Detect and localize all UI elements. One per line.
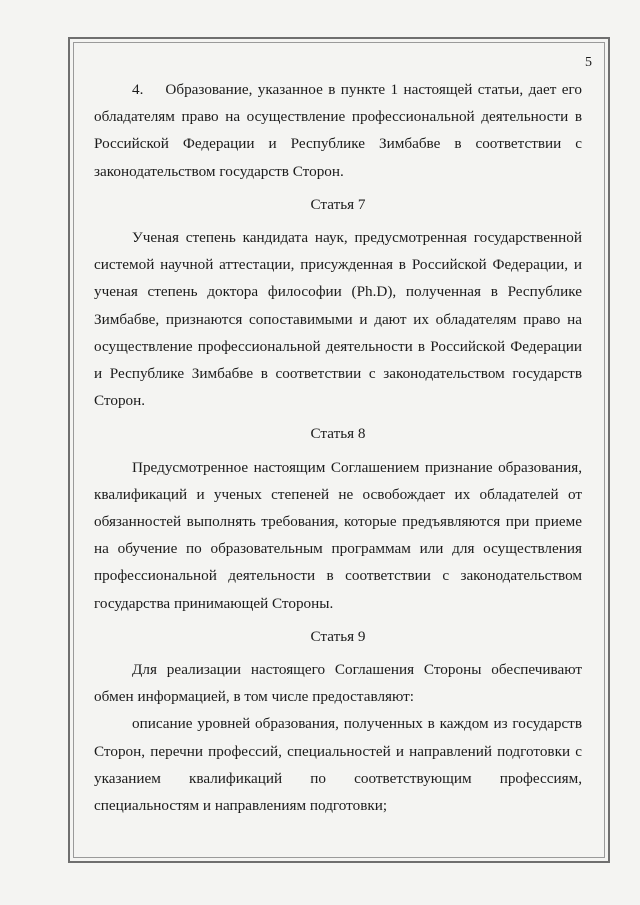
article-paragraph: описание уровней образования, полученных в каждом из государств Сторон, перечни профессий, специальностей и направлений подготовки с указанием квалификаций по соответствующим профессиям, специальностям и направлениям подготовки; [94, 715, 582, 815]
article-paragraph: Ученая степень кандидата наук, предусмотренная государственной системой научной аттестации, присужденная в Российской Федерации, и ученая степень доктора философии (Ph.D), полученная в Республике Зимбабве, признаются сопоставимыми и дают их обладателям право на осуществление профессиональной деятельности в Российской Федерации и Республике Зимбабве в соответствии с законодательством государств Сторон. [94, 229, 582, 410]
page-number: 5 [585, 55, 592, 70]
article-heading: Статья 9 [310, 627, 366, 645]
document-body [94, 76, 582, 819]
article-heading: Статья 8 [310, 425, 366, 443]
article-paragraph: Предусмотренное настоящим Соглашением признание образования, квалификаций и ученых степеней не освобождает их обладателей от обязанностей выполнять требования, которые предъявляются при приеме на обучение по образовательным программам или для осуществления профессиональной деятельности в соответствии с законодательством государства принимающей Стороны. [94, 458, 582, 612]
article-paragraph: 4. Образование, указанное в пункте 1 настоящей статьи, дает его обладателям право на осуществление профессиональной деятельности в Российской Федерации и Республике Зимбабве в соответствии с законодательством государств Сторон. [94, 81, 582, 180]
article-heading: Статья 7 [310, 195, 366, 213]
item-number: 4. [132, 81, 144, 98]
article-paragraph: Для реализации настоящего Соглашения Стороны обеспечивают обмен информацией, в том числе предоставляют: [94, 661, 582, 706]
